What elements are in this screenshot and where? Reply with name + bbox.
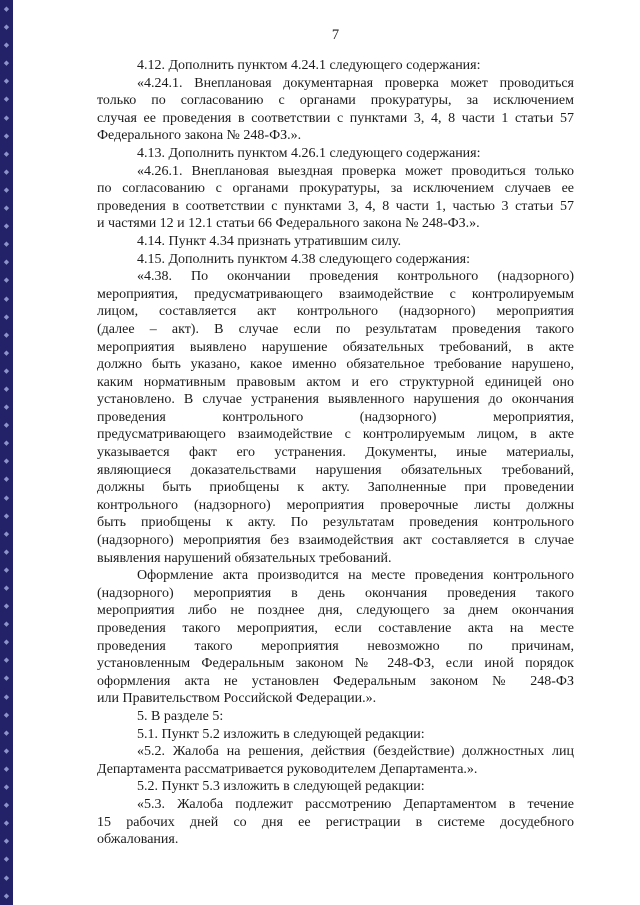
diamond-icon: ◆	[3, 873, 10, 882]
diamond-icon: ◆	[3, 710, 10, 719]
diamond-icon: ◆	[3, 855, 10, 864]
text-line: установлено. В случае устранения выявленного нарушения до окончания	[97, 392, 574, 408]
diamond-icon: ◆	[3, 421, 10, 430]
text-line: (надзорного) мероприятия в день окончания проведения такого	[97, 585, 574, 601]
text-line: 4.14. Пункт 4.34 признать утратившим силу.	[137, 233, 401, 249]
paragraph	[97, 743, 574, 778]
text-line: мероприятия, предусматривающего взаимодействие с контролируемым	[97, 286, 574, 302]
diamond-icon: ◆	[3, 185, 10, 194]
diamond-icon: ◆	[3, 366, 10, 375]
text-line: «4.26.1. Внеплановая выездная проверка может проводиться только	[137, 163, 574, 179]
text-line: (далее – акт). В случае если по результатам проведения такого	[97, 321, 574, 337]
diamond-icon: ◆	[3, 819, 10, 828]
text-line: оформления акта не установлен Федеральным законом № 248-ФЗ	[97, 673, 574, 689]
paragraph	[97, 567, 574, 708]
diamond-icon: ◆	[3, 602, 10, 611]
diamond-icon: ◆	[3, 222, 10, 231]
text-line: и частями 12 и 12.1 статьи 66 Федерального закона № 248-ФЗ.».	[97, 216, 480, 232]
diamond-icon: ◆	[3, 764, 10, 773]
diamond-icon: ◆	[3, 746, 10, 755]
diamond-icon: ◆	[3, 77, 10, 86]
text-line: 4.12. Дополнить пунктом 4.24.1 следующего содержания:	[137, 58, 481, 73]
text-line: установленным Федеральным законом № 248-ФЗ, если иной порядок	[97, 656, 574, 672]
diamond-icon: ◆	[3, 95, 10, 104]
body-text	[97, 57, 574, 849]
diamond-icon: ◆	[3, 547, 10, 556]
text-line: Федерального закона № 248-ФЗ.».	[97, 128, 302, 144]
diamond-icon: ◆	[3, 131, 10, 140]
diamond-icon: ◆	[3, 801, 10, 810]
text-line: «5.3. Жалоба подлежит рассмотрению Департаментом в течение	[137, 796, 574, 812]
diamond-icon: ◆	[3, 403, 10, 412]
text-line: 5. В разделе 5:	[137, 708, 224, 724]
text-line: выявления нарушений обязательных требований.	[97, 550, 392, 566]
diamond-icon: ◆	[3, 674, 10, 683]
text-line: «4.38. По окончании проведения контрольного (надзорного)	[137, 269, 574, 285]
text-line: лицом, составляется акт контрольного (надзорного) мероприятия	[97, 304, 574, 320]
paragraph	[97, 163, 574, 233]
diamond-icon: ◆	[3, 584, 10, 592]
text-line: должны быть приобщены к акту. Заполненные при проведении	[97, 480, 574, 496]
text-line: Департамента рассматривается руководителем Департамента.».	[97, 761, 478, 777]
text-line: Оформление акта производится на месте проведения контрольного	[137, 568, 574, 584]
text-line: «4.24.1. Внеплановая документарная проверка может проводиться	[137, 75, 574, 91]
text-line: (надзорного) мероприятия без взаимодействия акт составляется в случае	[97, 533, 574, 549]
diamond-icon: ◆	[3, 330, 10, 339]
diamond-icon: ◆	[3, 475, 10, 484]
text-line: 5.1. Пункт 5.2 изложить в следующей редакции:	[137, 726, 425, 742]
diamond-icon: ◆	[3, 638, 10, 647]
text-line: проведения контрольного (надзорного) мероприятия,	[97, 409, 574, 425]
text-line: мероприятия выявлено нарушение обязательных требований, в акте	[97, 339, 574, 355]
diamond-icon: ◆	[3, 149, 10, 158]
paragraph	[97, 145, 574, 163]
diamond-icon: ◆	[3, 783, 10, 792]
text-line: проведения такого мероприятия невозможно по причинам,	[97, 638, 574, 654]
paragraph	[97, 268, 574, 567]
diamond-icon: ◆	[3, 312, 10, 321]
text-line: проведения в соответствии с пунктами 3, 4, 8 части 1, частью 3 статьи 57	[97, 198, 574, 214]
text-line: предусматривающего взаимодействие с контролируемым лицом, в акте	[97, 427, 574, 443]
diamond-icon: ◆	[3, 837, 10, 846]
paragraph	[97, 778, 574, 796]
left-ornament-bar	[0, 0, 13, 905]
paragraph	[97, 233, 574, 251]
text-line: контрольного (надзорного) мероприятия проверочные листы должны	[97, 497, 574, 513]
paragraph	[97, 251, 574, 269]
diamond-icon: ◆	[3, 728, 10, 737]
paragraph	[97, 708, 574, 726]
diamond-icon: ◆	[3, 565, 10, 574]
diamond-icon: ◆	[3, 384, 10, 393]
text-line: только по согласованию с органами прокуратуры, за исключением	[97, 93, 574, 109]
text-line: «5.2. Жалоба на решения, действия (бездействие) должностных лиц	[137, 744, 574, 760]
paragraph	[97, 726, 574, 744]
text-line: 5.2. Пункт 5.3 изложить в следующей редакции:	[137, 779, 425, 795]
diamond-icon: ◆	[3, 59, 10, 68]
text-line: быть приобщены к акту. По результатам проведения контрольного	[97, 515, 574, 531]
text-line: мероприятия либо не позднее дня, следующего за днем окончания	[97, 603, 574, 619]
diamond-icon: ◆	[3, 348, 10, 357]
diamond-icon: ◆	[3, 692, 10, 701]
diamond-icon: ◆	[3, 41, 10, 50]
diamond-icon: ◆	[3, 620, 10, 629]
diamond-icon: ◆	[3, 656, 10, 665]
diamond-icon: ◆	[3, 240, 10, 249]
diamond-icon: ◆	[3, 511, 10, 520]
diamond-icon: ◆	[3, 457, 10, 466]
text-line: 4.15. Дополнить пунктом 4.38 следующего содержания:	[137, 251, 471, 267]
diamond-icon: ◆	[3, 167, 10, 176]
paragraph	[97, 57, 574, 75]
page-number: 7	[331, 27, 340, 43]
diamond-icon: ◆	[3, 276, 10, 285]
diamond-icon: ◆	[3, 529, 10, 538]
diamond-icon: ◆	[3, 113, 10, 122]
text-line: обжалования.	[97, 832, 179, 848]
text-line: проведения такого мероприятия, если составление акта на месте	[97, 621, 574, 636]
text-line: должно быть указано, какое именно обязательное требование нарушено,	[97, 357, 574, 373]
text-line: 15 рабочих дней со дня ее регистрации в системе досудебного	[97, 814, 574, 830]
text-line: 4.13. Дополнить пунктом 4.26.1 следующего содержания:	[137, 145, 481, 161]
diamond-icon: ◆	[3, 23, 10, 32]
diamond-icon: ◆	[3, 493, 10, 502]
diamond-icon: ◆	[3, 294, 10, 303]
text-line: указывается факт его устранения. Документы, иные материалы,	[97, 445, 574, 461]
diamond-icon: ◆	[3, 258, 10, 267]
text-line: каким нормативным правовым актом и его структурной единицей оно	[97, 374, 574, 390]
diamond-icon: ◆	[3, 439, 10, 448]
diamond-icon: ◆	[3, 5, 10, 13]
text-line: являющиеся доказательствами нарушения обязательных требований,	[97, 462, 574, 478]
text-line: или Правительством Российской Федерации.».	[97, 691, 377, 707]
paragraph	[97, 75, 574, 145]
text-line: случая ее проведения в соответствии с пунктами 3, 4, 8 части 1 статьи 57	[97, 110, 574, 126]
diamond-icon: ◆	[3, 204, 10, 213]
paragraph	[97, 796, 574, 849]
text-line: по согласованию с органами прокуратуры, за исключением случаев ее	[97, 181, 574, 197]
diamond-icon: ◆	[3, 891, 10, 900]
